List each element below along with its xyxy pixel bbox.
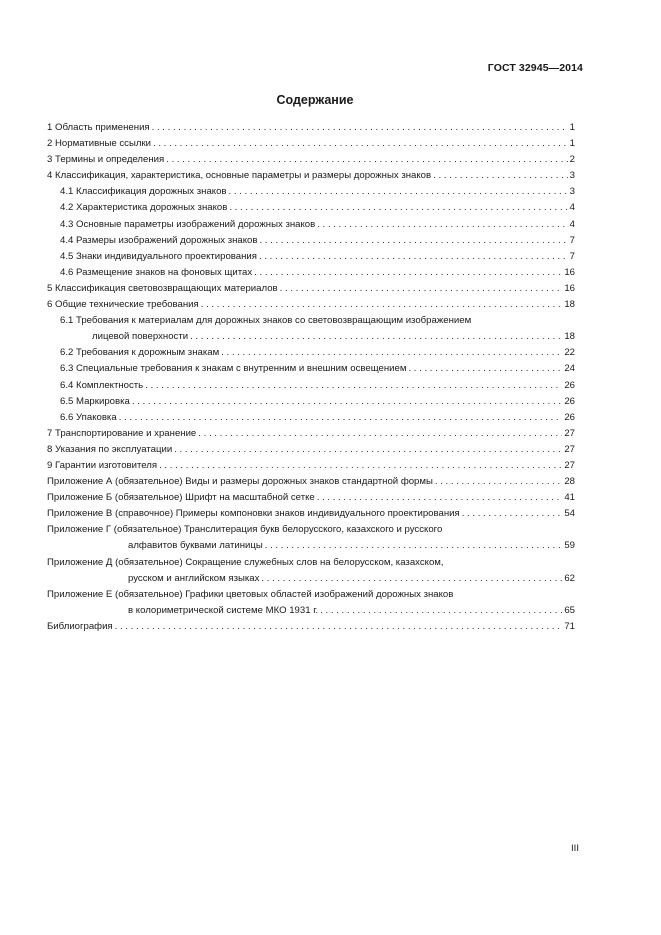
toc-entry-label: Библиография <box>47 620 113 632</box>
toc-entry-page: 26 <box>564 411 575 423</box>
toc-entry-page: 65 <box>564 604 575 616</box>
toc-entry[interactable] <box>47 506 575 522</box>
toc-entry-label: 4 Классификация, характеристика, основные параметры и размеры дорожных знаков <box>47 170 432 182</box>
toc-entry-label: 1 Область применения <box>47 122 150 133</box>
table-of-contents <box>47 120 575 635</box>
toc-entry-label: 6 Общие технические требования <box>47 299 199 311</box>
toc-entry-label: Приложение Б (обязательное) Шрифт на масштабной сетке <box>47 492 315 504</box>
leader-dots <box>462 506 563 522</box>
toc-entry-page: 28 <box>564 476 575 488</box>
toc-entry-page: 4 <box>569 218 575 230</box>
leader-dots <box>320 603 562 619</box>
toc-entry-label: 6.3 Специальные требования к знакам с внутренним и внешним освещением <box>60 363 407 375</box>
toc-entry-page: 16 <box>564 282 575 294</box>
leader-dots <box>201 297 563 313</box>
leader-dots <box>265 538 563 554</box>
toc-entry[interactable] <box>47 522 575 554</box>
toc-entry-page: 71 <box>564 620 575 632</box>
toc-entry-page: 26 <box>564 379 575 391</box>
toc-entry-label-continued: лицевой поверхности <box>92 331 189 343</box>
toc-entry-label: Приложение Д (обязательное) Сокращение служебных слов на белорусском, казахском, <box>47 556 444 568</box>
toc-entry-label-continued: русском и английском языках <box>128 572 260 584</box>
toc-entry-label: 6.2 Требования к дорожным знакам <box>60 347 220 359</box>
toc-entry[interactable] <box>47 200 575 216</box>
toc-entry-page: 1 <box>569 138 575 150</box>
leader-dots <box>317 217 567 233</box>
toc-entry-label: 5 Классификация световозвращающих материалов <box>47 282 278 294</box>
toc-entry-page: 59 <box>564 540 575 552</box>
leader-dots <box>229 184 568 200</box>
toc-entry-label: Приложение А (обязательное) Виды и размеры дорожных знаков стандартной формы <box>47 476 433 488</box>
toc-entry-page: 7 <box>569 234 575 246</box>
toc-entry[interactable] <box>47 474 575 490</box>
toc-entry-label: 4.5 Знаки индивидуального проектирования <box>60 250 257 262</box>
leader-dots <box>153 136 568 152</box>
leader-dots <box>159 458 562 474</box>
toc-entry-page: 3 <box>569 186 575 198</box>
toc-entry-label: 4.3 Основные параметры изображений дорожных знаков <box>60 218 316 230</box>
leader-dots <box>254 265 562 281</box>
toc-entry-label: 9 Гарантии изготовителя <box>47 459 158 471</box>
toc-entry[interactable] <box>47 426 575 442</box>
toc-entry[interactable] <box>47 458 575 474</box>
toc-entry[interactable] <box>47 361 575 377</box>
toc-entry[interactable] <box>47 265 575 281</box>
toc-entry-label: 7 Транспортирование и хранение <box>47 427 197 439</box>
toc-entry[interactable] <box>47 217 575 233</box>
leader-dots <box>221 345 562 361</box>
leader-dots <box>166 152 567 168</box>
leader-dots <box>145 378 562 394</box>
toc-entry-page: 27 <box>564 427 575 439</box>
toc-entry[interactable] <box>47 152 575 168</box>
toc-entry[interactable] <box>47 345 575 361</box>
toc-entry-page: 18 <box>564 331 575 343</box>
page-number: III <box>571 843 579 854</box>
toc-entry-label: 4.1 Классификация дорожных знаков <box>60 186 227 198</box>
toc-entry[interactable] <box>47 442 575 458</box>
page-title: Содержание <box>276 93 354 107</box>
leader-dots <box>317 490 563 506</box>
toc-entry-page: 3 <box>569 170 575 182</box>
toc-entry-page: 27 <box>564 443 575 455</box>
leader-dots <box>280 281 563 297</box>
toc-entry-label: Приложение Е (обязательное) Графики цветовых областей изображений дорожных знаков <box>47 588 454 600</box>
toc-entry-label: 6.5 Маркировка <box>60 395 130 407</box>
toc-entry-page: 1 <box>569 122 575 133</box>
toc-entry[interactable] <box>47 168 575 184</box>
toc-entry[interactable] <box>47 281 575 297</box>
leader-dots <box>435 474 562 490</box>
toc-entry[interactable] <box>47 394 575 410</box>
document-id: ГОСТ 32945—2014 <box>487 62 583 74</box>
toc-entry-label: 3 Термины и определения <box>47 154 165 166</box>
toc-entry-label: 4.6 Размещение знаков на фоновых щитах <box>60 266 253 278</box>
toc-entry[interactable] <box>47 555 575 587</box>
toc-entry-label: Приложение Г (обязательное) Транслитерация букв белорусского, казахского и русского <box>47 524 443 536</box>
toc-entry-page: 41 <box>564 492 575 504</box>
toc-entry-page: 4 <box>569 202 575 214</box>
toc-entry-label-continued: в колориметрической системе МКО 1931 г. <box>128 604 319 616</box>
toc-entry-page: 22 <box>564 347 575 359</box>
toc-entry-page: 27 <box>564 459 575 471</box>
toc-entry-page: 2 <box>569 154 575 166</box>
toc-entry[interactable] <box>47 120 575 136</box>
toc-entry-label: 4.4 Размеры изображений дорожных знаков <box>60 234 258 246</box>
toc-entry-label: Приложение В (справочное) Примеры компоновки знаков индивидуального проектирования <box>47 508 460 520</box>
toc-entry[interactable] <box>47 378 575 394</box>
toc-entry[interactable] <box>47 297 575 313</box>
toc-entry[interactable] <box>47 587 575 619</box>
toc-entry-label: 6.1 Требования к материалам для дорожных знаков со световозвращающим изображением <box>60 315 472 327</box>
leader-dots <box>261 571 562 587</box>
toc-entry[interactable] <box>47 249 575 265</box>
toc-entry-page: 7 <box>569 250 575 262</box>
toc-entry[interactable] <box>47 619 575 635</box>
leader-dots <box>115 619 563 635</box>
toc-entry-label: 8 Указания по эксплуатации <box>47 443 173 455</box>
toc-entry-label: 6.4 Комплектность <box>60 379 144 391</box>
toc-entry-label-continued: алфавитов буквами латиницы <box>128 540 263 552</box>
toc-entry[interactable] <box>47 410 575 426</box>
toc-entry[interactable] <box>47 136 575 152</box>
toc-entry-label: 4.2 Характеристика дорожных знаков <box>60 202 228 214</box>
leader-dots <box>408 361 562 377</box>
leader-dots <box>132 394 562 410</box>
toc-entry-page: 16 <box>564 266 575 278</box>
leader-dots <box>174 442 562 458</box>
toc-entry-page: 18 <box>564 299 575 311</box>
toc-entry-label: 2 Нормативные ссылки <box>47 138 152 150</box>
leader-dots <box>433 168 568 184</box>
leader-dots <box>198 426 562 442</box>
toc-entry-page: 62 <box>564 572 575 584</box>
leader-dots <box>152 120 568 136</box>
toc-entry-page: 24 <box>564 363 575 375</box>
leader-dots <box>190 329 562 345</box>
leader-dots <box>229 200 567 216</box>
toc-entry[interactable] <box>47 313 575 345</box>
toc-entry-label: 6.6 Упаковка <box>60 411 117 423</box>
toc-entry[interactable] <box>47 184 575 200</box>
toc-entry-page: 54 <box>564 508 575 520</box>
leader-dots <box>259 233 567 249</box>
leader-dots <box>119 410 563 426</box>
toc-entry[interactable] <box>47 233 575 249</box>
toc-entry-page: 26 <box>564 395 575 407</box>
toc-entry[interactable] <box>47 490 575 506</box>
leader-dots <box>259 249 568 265</box>
